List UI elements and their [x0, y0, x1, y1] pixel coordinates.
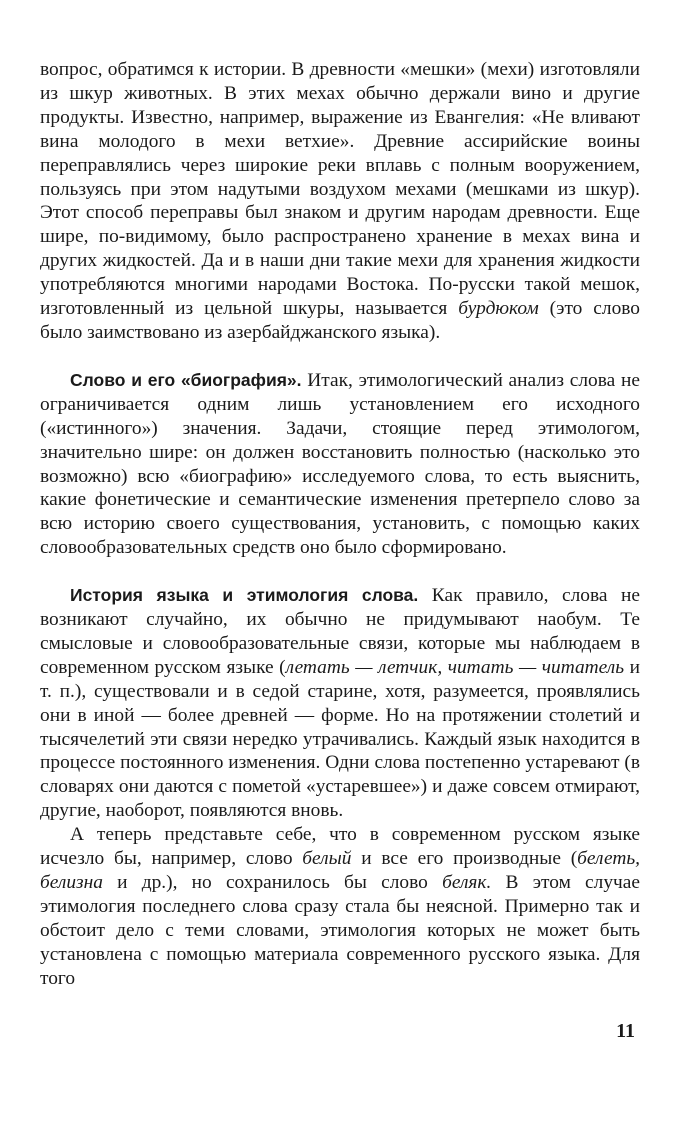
- paragraph-4-italic-3: беляк.: [442, 872, 492, 893]
- paragraph-3-text-b: и т. п.), существовали и в седой старине, хотя, разумеется, проявлялись они в иной — более древней — форме. Но на протяжении столетий и тысячелетий эти связи нередко утрачивались. Каждый язык находится в процессе постоянного изменения. Одни слова постепенно устаревают (в словарях они даются с пометой «устаревшее») и даже совсем отмирают, другие, наоборот, появляются вновь.: [40, 656, 640, 822]
- section-heading-language-history: История языка и этимология слова.: [70, 585, 419, 606]
- paragraph-4-text-c: и др.), но сохранилось бы слово: [102, 872, 443, 893]
- paragraph-4-text-b: и все его производные (: [351, 848, 578, 870]
- paragraph-4-italic-1: белый: [302, 848, 352, 870]
- page-body: [40, 58, 640, 991]
- paragraph-1-text: вопрос, обратимся к истории. В древности «мешки» (мехи) изготовляли из шкур животных. В этих мехах обычно держали вино и другие продукты. Известно, например, выражение из Евангелия: «Не вливают вина молодого в мехи ветхие». Древние ассирийские воины переправлялись через широкие реки вплавь с полным вооружением, пользуясь при этом надутыми воздухом мехами (мешками из шкур). Этот способ переправы был знаком и другим народам древности. Еще шире, по-видимому, было распространено хранение в мехах вина и других жидкостей. Да и в наши дни такие мехи для хранения жидкости употребляются многими народами Востока. По-русски такой мешок, изготовленный из цельной шкуры, называется: [40, 59, 640, 320]
- paragraph-1: [40, 58, 640, 345]
- paragraph-1-text-end: (это слово было заимствовано из азербайджанского языка).: [40, 298, 640, 343]
- paragraph-3-italic-1: летать — летчик, читать — читатель: [285, 656, 625, 678]
- paragraph-3: [40, 584, 640, 823]
- paragraph-3-text-a: Как правило, слова не возникают случайно, их обычно не придумывают наобум. Те смысловые и словообразовательные связи, которые мы наблюдаем в современном русском языке (: [40, 585, 640, 678]
- paragraph-1-italic: бурдюком: [458, 298, 539, 320]
- paragraph-4: [40, 823, 640, 990]
- paragraph-4-italic-2: белеть, белизна: [40, 848, 640, 893]
- paragraph-4-text-a: А теперь представьте себе, что в современном русском языке исчезло бы, например, слово: [40, 824, 640, 870]
- paragraph-2-text: Итак, этимологический анализ слова не ограничивается одним лишь установлением его исходного («истинного») значения. Задачи, стоящие перед этимологом, значительно шире: он должен восстановить полностью (насколько это возможно) всю «биографию» исследуемого слова, то есть выяснить, какие фонетические и семантические изменения претерпело слово за всю историю своего существования, установить, с помощью каких словообразовательных средств оно было сформировано.: [40, 369, 640, 559]
- page-number: 11: [616, 1020, 635, 1042]
- paragraph-2: [40, 369, 640, 560]
- paragraph-4-text-d: В этом случае этимология последнего слова сразу стала бы неясной. Примерно так и обстоит дело с теми словами, этимология которых не может быть установлена с помощью материала современного русского языка. Для того: [40, 872, 640, 989]
- section-heading-biography: Слово и его «биография».: [70, 369, 302, 390]
